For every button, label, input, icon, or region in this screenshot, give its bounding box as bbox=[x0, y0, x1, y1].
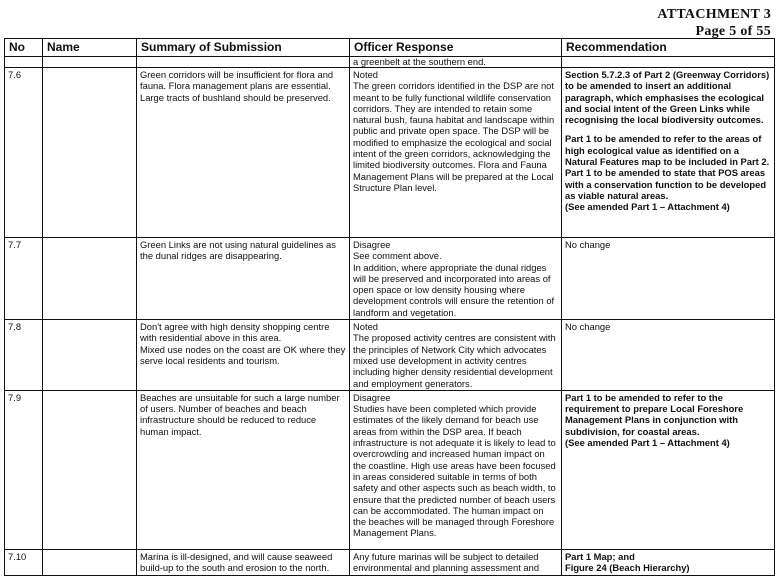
row-response bbox=[350, 238, 562, 320]
col-header-name: Name bbox=[43, 39, 137, 57]
summary-text: Mixed use nodes on the coast are OK where they serve local residents and tourism. bbox=[140, 343, 346, 366]
table-row bbox=[5, 390, 775, 549]
summary-text: Don't agree with high density shopping centre with residential above in this area. bbox=[140, 321, 330, 344]
table-row-continuation bbox=[5, 57, 775, 68]
row-recommendation: No change bbox=[562, 238, 775, 320]
recommendation-text: Part 1 to be amended to refer to the areas of high ecological value as identified on a Natural Features map to be included in Part 2. bbox=[565, 133, 770, 168]
recommendation-text: Figure 24 (Beach Hierarchy) bbox=[565, 562, 690, 574]
response-text: The green corridors identified in the DSP are not meant to be fully functional wildlife conservation corridors. They are intended to retain some natural bush, fauna habitat and landscape within public and private open space. The DSP will be modified to emphasize the ecological and social intent of the green corridors, acknowledging the limited biodiversity outcomes. Flora and Fauna Management Plans will be prepared at the Local Structure Plan level. bbox=[353, 80, 555, 193]
row-recommendation bbox=[562, 68, 775, 238]
row-number: 7.8 bbox=[5, 320, 43, 391]
row-response bbox=[350, 390, 562, 549]
response-text: See comment above. bbox=[353, 250, 442, 262]
row-summary bbox=[137, 320, 350, 391]
response-text: The proposed activity centres are consistent with the principles of Network City which advocates mixed use development in activity centres including higher density residential development and employment generators. bbox=[353, 332, 556, 389]
recommendation-text: Part 1 to be amended to state that POS areas with a conservation function to be developed as viable natural areas. bbox=[565, 167, 767, 201]
row-number: 7.9 bbox=[5, 390, 43, 549]
row-summary: Green Links are not using natural guidelines as the dunal ridges are disappearing. bbox=[137, 238, 350, 320]
col-header-response: Officer Response bbox=[350, 39, 562, 57]
row-name bbox=[43, 68, 137, 238]
page-number: Page 5 of 55 bbox=[695, 24, 771, 39]
response-verdict: Disagree bbox=[353, 239, 391, 250]
row-name bbox=[43, 549, 137, 575]
recommendation-reference: (See amended Part 1 – Attachment 4) bbox=[565, 437, 730, 449]
response-verdict: Noted bbox=[353, 321, 379, 333]
row-name bbox=[43, 390, 137, 549]
row-number: 7.10 bbox=[5, 549, 43, 575]
row-summary: Green corridors will be insufficient for flora and fauna. Flora management plans are essential. Large tracts of bushland should be preserved. bbox=[137, 68, 350, 238]
row-recommendation bbox=[562, 549, 775, 575]
table-row bbox=[5, 549, 775, 575]
attachment-label: ATTACHMENT 3 bbox=[657, 7, 771, 22]
submissions-table bbox=[4, 38, 775, 576]
table-header-row bbox=[5, 39, 775, 57]
row-recommendation: No change bbox=[562, 320, 775, 391]
col-header-recommendation: Recommendation bbox=[562, 39, 775, 57]
recommendation-reference: (See amended Part 1 – Attachment 4) bbox=[565, 201, 730, 213]
table-row bbox=[5, 238, 775, 320]
row-response: Any future marinas will be subject to detailed environmental and planning assessment and bbox=[350, 549, 562, 575]
recommendation-text: Section 5.7.2.3 of Part 2 (Greenway Corridors) to be amended to insert an additional paragraph, which emphasises the ecological and social intent of the Green Links while recognising the local biodiversity outcomes. bbox=[565, 69, 770, 126]
continued-response: a greenbelt at the southern end. bbox=[350, 57, 562, 68]
row-name bbox=[43, 238, 137, 320]
response-text: In addition, where appropriate the dunal ridges will be preserved and incorporated into areas of open space or low density housing where development controls will ensure the retention of landform and vegetation. bbox=[353, 261, 555, 318]
row-response bbox=[350, 68, 562, 238]
col-header-no: No bbox=[5, 39, 43, 57]
response-text: Studies have been completed which provide estimates of the likely demand for beach use areas from within the DSP area. If beach infrastructure is not adequate it is likely to lead to overcrowding and increased human impact on the coastline. High use areas have been focused in areas considered suitable in terms of both safety and other aspects such as beach width, to ensure that the predicted number of beach users can be accommodated. The human impact on the beaches will be managed through Foreshore Management Plans. bbox=[353, 403, 556, 539]
table-row bbox=[5, 68, 775, 238]
table-row bbox=[5, 320, 775, 391]
col-header-summary: Summary of Submission bbox=[137, 39, 350, 57]
response-verdict: Noted bbox=[353, 69, 379, 80]
row-response bbox=[350, 320, 562, 391]
row-name bbox=[43, 320, 137, 391]
recommendation-text: Part 1 Map; and bbox=[565, 550, 635, 562]
row-summary: Marina is ill-designed, and will cause seaweed build-up to the south and erosion to the north. bbox=[137, 549, 350, 575]
row-number: 7.6 bbox=[5, 68, 43, 238]
row-recommendation bbox=[562, 390, 775, 549]
row-number: 7.7 bbox=[5, 238, 43, 320]
page-header bbox=[657, 6, 771, 40]
row-summary: Beaches are unsuitable for such a large number of users. Number of beaches and beach infrastructure should be reduced to reduce human impact. bbox=[137, 390, 350, 549]
response-verdict: Disagree bbox=[353, 391, 391, 403]
recommendation-text: Part 1 to be amended to refer to the requirement to prepare Local Foreshore Management Plans in conjunction with subdivision, for coastal areas. bbox=[565, 391, 744, 437]
